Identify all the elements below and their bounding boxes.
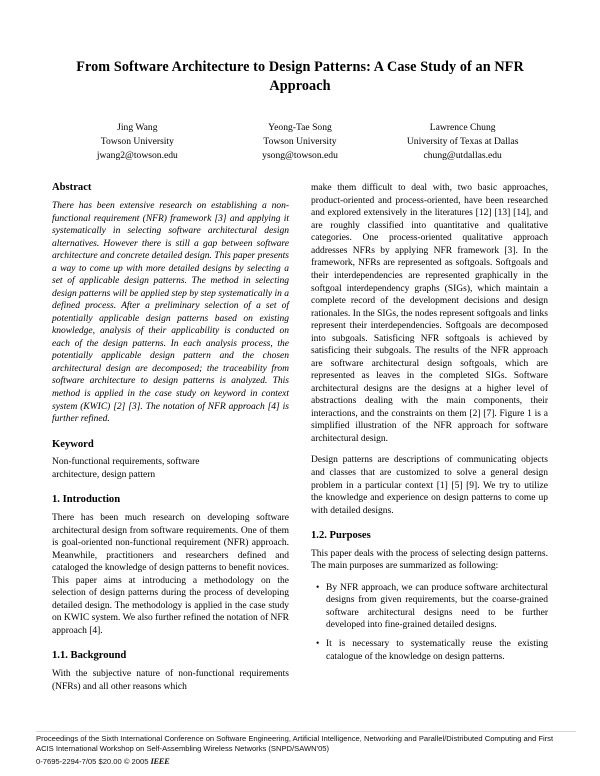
purposes-list [311, 582, 548, 663]
footer-line-1: Proceedings of the Sixth International Conference on Software Engineering, Artificial Intelligence, Networking and Parallel/Distributed Computing and First [36, 734, 554, 744]
author-name: Lawrence Chung [429, 122, 496, 134]
introduction-heading: 1. Introduction [52, 494, 121, 506]
author-block [219, 121, 382, 162]
author-email: jwang2@towson.edu [96, 149, 178, 161]
author-block [381, 121, 544, 162]
keyword-line-1: Non-functional requirements, software [52, 457, 200, 468]
author-list [52, 121, 548, 162]
author-name: Yeong-Tae Song [268, 122, 332, 134]
left-column [52, 182, 289, 702]
author-affiliation: University of Texas at Dallas [406, 136, 519, 148]
list-item: • By NFR approach, we can produce software architectural designs from given requirements, but the coarse-grained software architectural designs need to be further developed into fine-grained detailed designs. [326, 582, 548, 632]
list-item: • It is necessary to systematically reuse the existing catalogue of the knowledge on design patterns. [326, 638, 548, 663]
author-affiliation: Towson University [263, 136, 337, 148]
author-email: chung@utdallas.edu [423, 149, 502, 161]
ieee-logo: IEEE [150, 756, 170, 766]
abstract-heading: Abstract [52, 182, 92, 194]
author-email: ysong@towson.edu [262, 149, 338, 161]
right-column [311, 182, 548, 702]
two-column-body [52, 182, 548, 702]
author-affiliation: Towson University [100, 136, 174, 148]
paper-content [52, 58, 548, 702]
page-footer [36, 734, 576, 767]
abstract-text: There has been extensive research on establishing a non-functional requirement (NFR) framework [3] and applying it systematically in selecting software architectural design alternatives. However there is still a gap between software architecture and concrete detailed design. This paper presents a way to come up with more detailed designs by selecting a set of applicable design patterns. The method in selecting design patterns will be applied step by step systematically in a defined process. After a preliminary selection of a set of potentially applicable design patterns based on existing knowledge, analysis of their applicability is conducted on each of the design patterns. In each analysis process, the potentially applicable design pattern and the chosen architectural design are decomposed; the traceability from software architecture to design patterns is analyzed. This method is applied in the case study on keyword in context system (KWIC) [2] [3]. The notation of NFR approach [4] is further refined. [52, 201, 289, 425]
author-block [56, 121, 219, 162]
keyword-text [52, 456, 289, 481]
right-paragraph-1: make them difficult to deal with, two basic approaches, product-oriented and process-oriented, have been researched and explored extensively in the literatures [12] [13] [14], and are roughly classified into quantitative and qualitative categories. One process-oriented qualitative approach addresses NFRs by applying NFR framework [3]. In the framework, NFRs are represented as softgoals. Softgoals and their interdependencies are represented graphically in the softgoal interdependency graphs (SIGs), which maintain a complete record of the development decisions and design rationales. In the SIGs, the nodes represent softgoals and links represent their interdependencies. Softgoals are decomposed into subgoals. Satisficing NFR softgoals is achieved by satisficing their subgoals. The results of the NFR approach are software architectural design softgoals, which are represented as leaves in the completed SIGs. Software architectural designs are the designs at a higher level of abstractions dealing with the main components, their interactions, and the constraints on them [2] [7]. Figure 1 is a simplified illustration of the NFR approach for software architectural design. [311, 183, 548, 444]
purposes-text: This paper deals with the process of selecting design patterns. The main purposes are summarized as following: [311, 548, 548, 572]
page-title: From Software Architecture to Design Patterns: A Case Study of an NFR Approach [76, 59, 524, 94]
purposes-heading: 1.2. Purposes [311, 530, 371, 542]
footer-divider [36, 731, 576, 732]
footer-copyright: 0-7695-2294-7/05 $20.00 © 2005 [36, 756, 151, 766]
background-heading: 1.1. Background [52, 650, 127, 662]
keyword-heading: Keyword [52, 438, 94, 450]
keyword-line-2: architecture, design pattern [52, 469, 156, 480]
introduction-text: There has been much research on developing software architectural design from software requirements. One of them is goal-oriented non-functional requirement (NFR) approach. Meanwhile, practitioners and researchers defined and cataloged the knowledge of design patterns to benefit novices. This paper aims at introducing a methodology on the selection of design patterns during the process of developing detailed design. The methodology is applied in the case study on KWIC system. We also further refined the notation of NFR approach [4]. [52, 513, 289, 636]
author-name: Jing Wang [117, 122, 158, 134]
background-text: With the subjective nature of non-functional requirements (NFRs) and all other reasons which [52, 669, 289, 692]
footer-line-2: ACIS International Workshop on Self-Assembling Wireless Networks (SNPD/SAWN'05) [36, 744, 330, 754]
right-paragraph-2: Design patterns are descriptions of communicating objects and classes that are customized to solve a general design problem in a particular context [1] [5] [9]. We try to utilize the knowledge and experience on design patterns to come up with detailed designs. [311, 455, 548, 516]
footer-line-3 [36, 756, 576, 767]
